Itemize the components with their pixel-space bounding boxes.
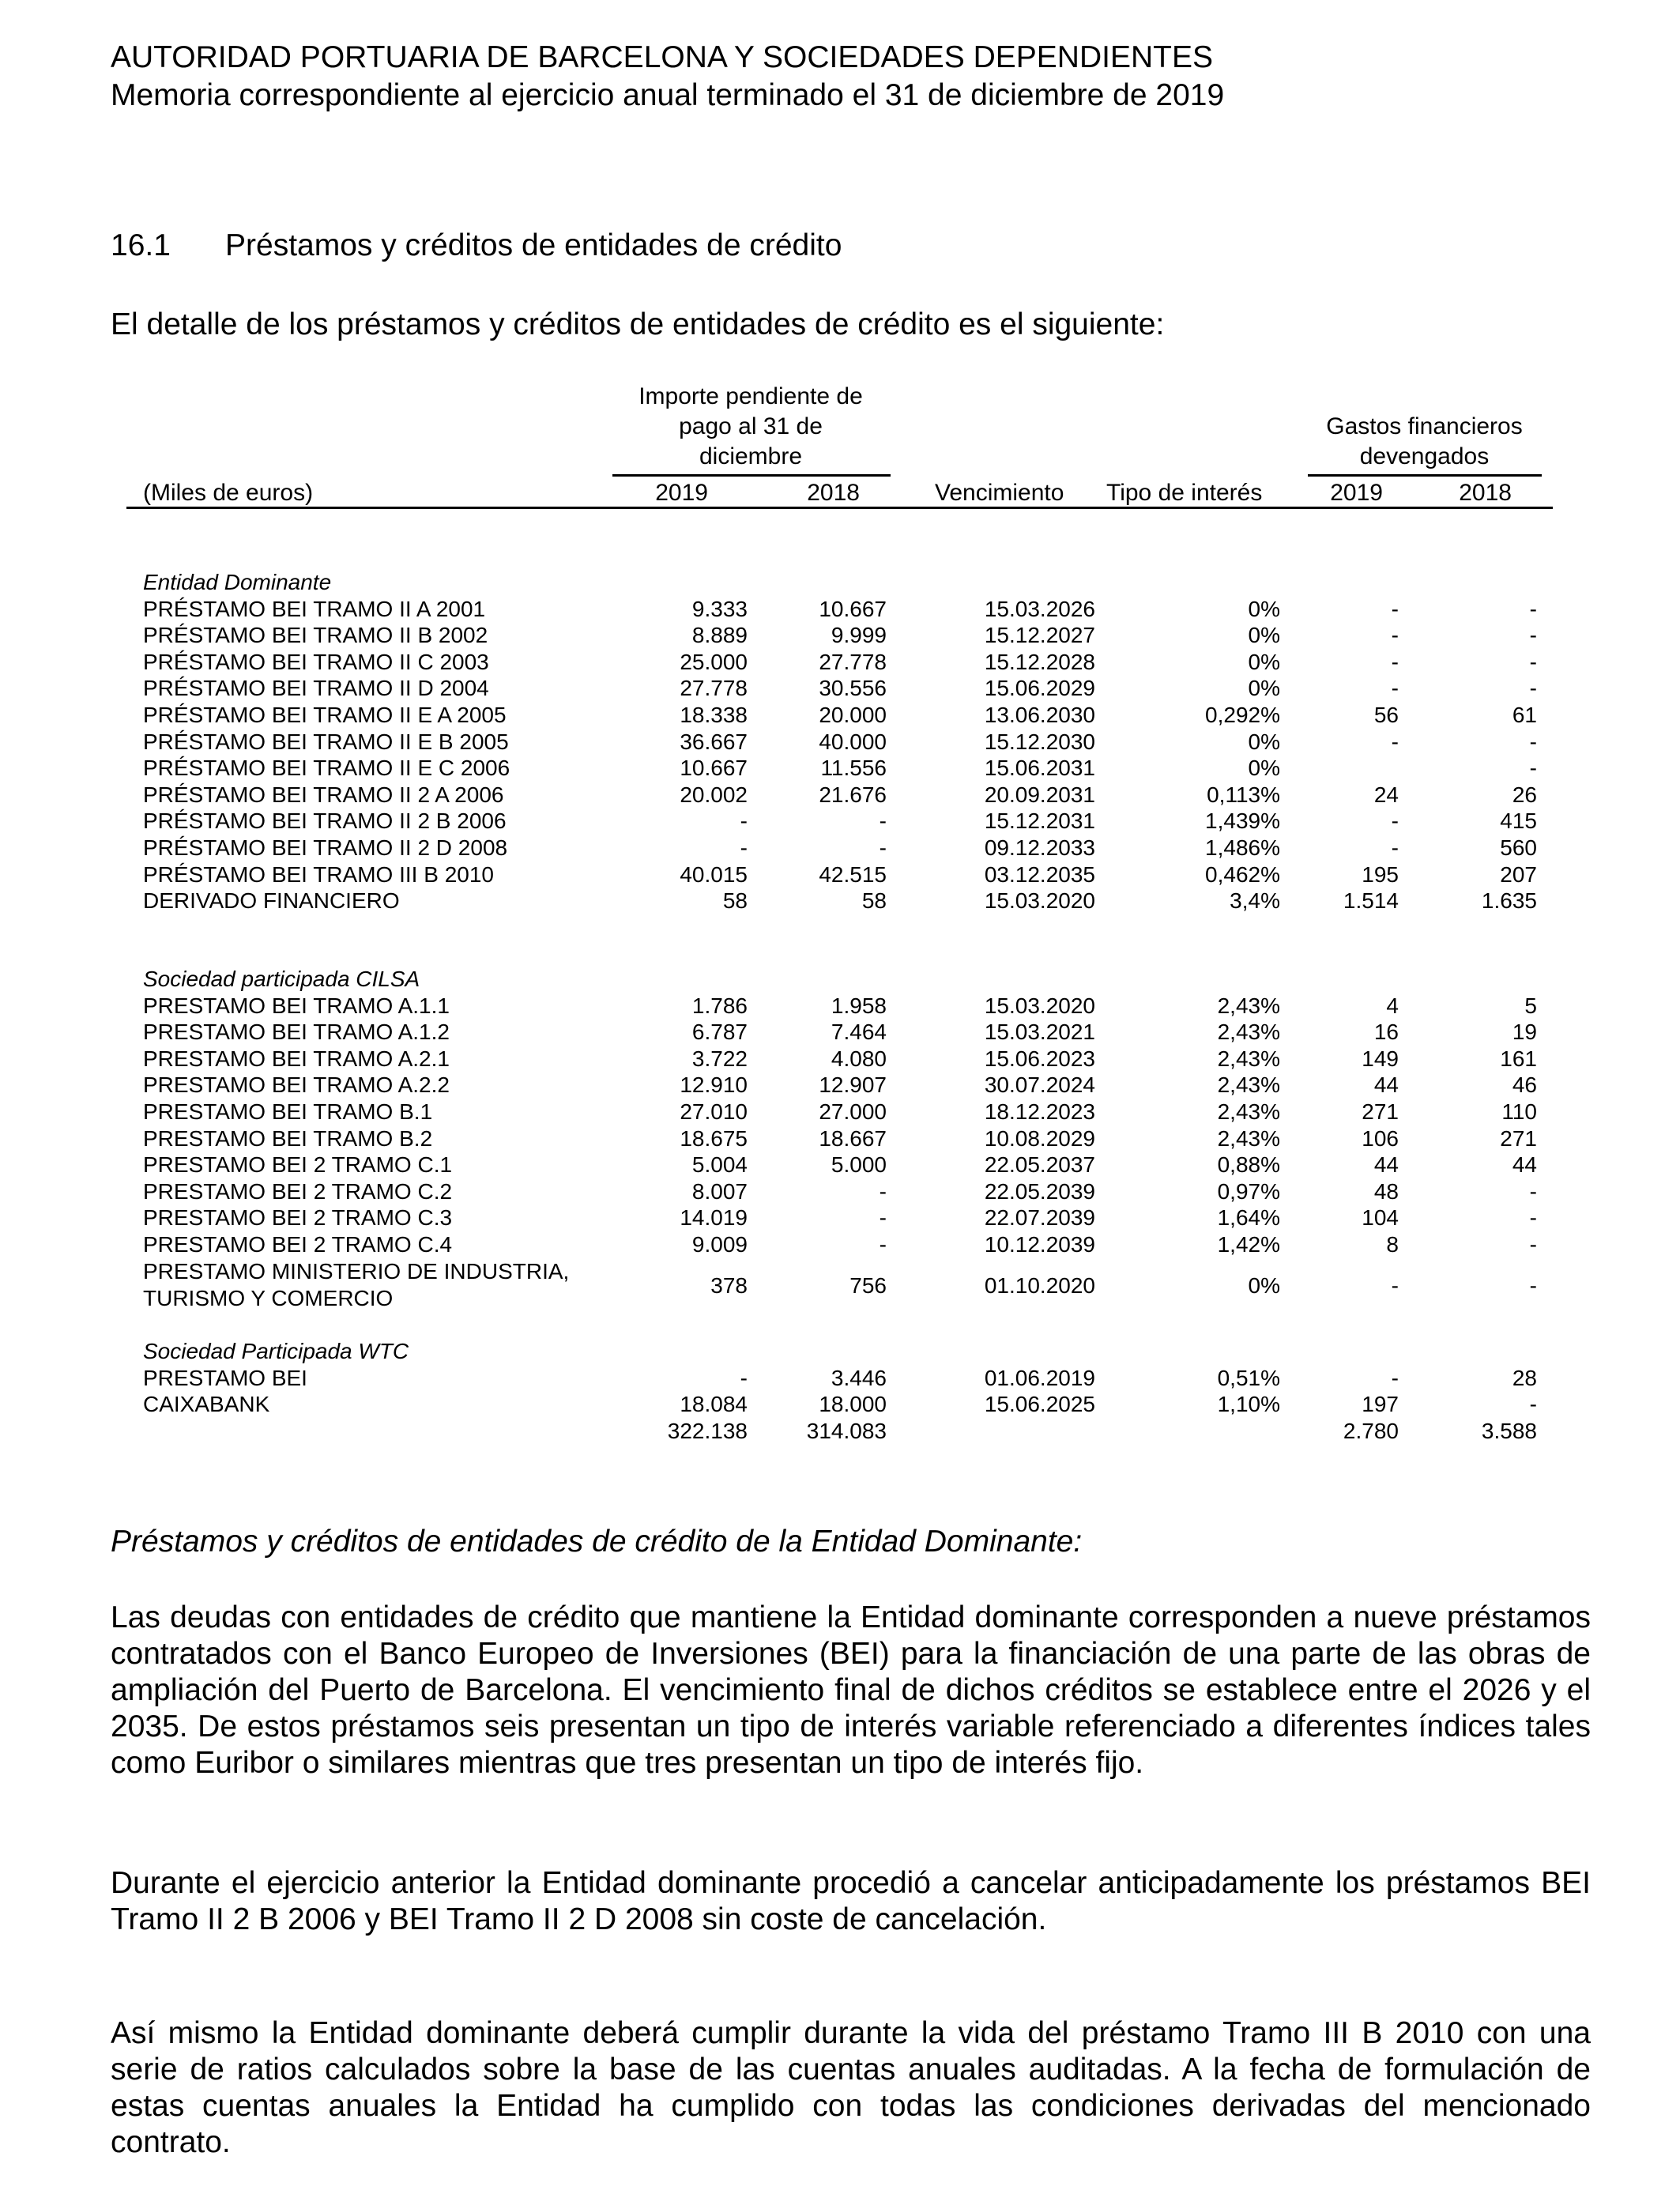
- gastos-2018: 271: [1500, 1125, 1537, 1151]
- importe-2018: 40.000: [819, 729, 887, 754]
- table-row: [0, 649, 1680, 676]
- header-gastos-line-1: Gastos financieros: [1326, 413, 1523, 439]
- table-row: [0, 993, 1680, 1020]
- importe-2019: 40.015: [680, 861, 748, 887]
- importe-2018: 756: [849, 1272, 887, 1298]
- table-row: [0, 1231, 1680, 1258]
- gastos-2019: 149: [1362, 1046, 1399, 1071]
- table-row: [0, 702, 1680, 729]
- tipo-interes: 0%: [1248, 649, 1280, 674]
- table-row: [0, 1204, 1680, 1231]
- tipo-interes: 0,51%: [1217, 1365, 1280, 1390]
- gastos-2019: 24: [1373, 782, 1399, 807]
- gastos-2019: 44: [1373, 1152, 1399, 1178]
- tipo-interes: 2,43%: [1217, 1125, 1280, 1151]
- importe-2018: 12.907: [819, 1072, 887, 1098]
- table-row: [0, 1365, 1680, 1392]
- loan-name: PRÉSTAMO BEI TRAMO II 2 A 2006: [143, 782, 504, 807]
- gastos-2019: -: [1391, 649, 1399, 674]
- vencimiento: 15.12.2030: [984, 729, 1095, 754]
- vencimiento: 15.03.2020: [984, 888, 1095, 914]
- table-row: [0, 1019, 1680, 1046]
- gastos-2018: 5: [1524, 993, 1537, 1018]
- gastos-2018: -: [1529, 676, 1537, 701]
- section-intro: El detalle de los préstamos y créditos de entidades de crédito es el siguiente:: [111, 307, 1165, 341]
- table-row: [0, 1178, 1680, 1205]
- importe-2018: 1.958: [831, 993, 887, 1018]
- vencimiento: 15.03.2020: [984, 993, 1095, 1018]
- gastos-2019: 106: [1362, 1125, 1399, 1151]
- table-row: [0, 622, 1680, 649]
- table-row: [0, 808, 1680, 835]
- table-row: [0, 1072, 1680, 1099]
- gastos-2018: -: [1529, 596, 1537, 621]
- loan-name: PRESTAMO BEI 2 TRAMO C.4: [143, 1232, 453, 1257]
- importe-2018: -: [879, 1232, 887, 1257]
- gastos-2018: -: [1529, 649, 1537, 674]
- tipo-interes: 0,462%: [1205, 861, 1280, 887]
- column-header-vencimiento: Vencimiento: [935, 480, 1064, 506]
- tipo-interes: 2,43%: [1217, 1020, 1280, 1045]
- vencimiento: 20.09.2031: [984, 782, 1095, 807]
- gastos-2019: -: [1391, 596, 1399, 621]
- importe-2018: 42.515: [819, 861, 887, 887]
- gastos-2018: -: [1529, 1205, 1537, 1231]
- loan-name: PRÉSTAMO BEI TRAMO II E C 2006: [143, 756, 510, 781]
- importe-2019: 8.007: [691, 1178, 748, 1204]
- gastos-2019: 195: [1362, 861, 1399, 887]
- importe-2018: 11.556: [820, 756, 887, 781]
- vencimiento: 01.06.2019: [984, 1365, 1095, 1390]
- gastos-2019: 1.514: [1343, 888, 1399, 914]
- tipo-interes: 0%: [1248, 1272, 1280, 1298]
- vencimiento: 15.12.2028: [984, 649, 1095, 674]
- importe-2019: -: [740, 1365, 748, 1390]
- importe-2018: 5.000: [831, 1152, 887, 1178]
- loan-name: PRESTAMO BEI 2 TRAMO C.3: [143, 1205, 453, 1231]
- gastos-2019: -: [1391, 623, 1399, 648]
- importe-2019: 9.333: [691, 596, 748, 621]
- loan-name: PRESTAMO BEI TRAMO B.1: [143, 1099, 433, 1124]
- importe-2018: 10.667: [819, 596, 887, 621]
- column-header-gastos-2019: 2019: [1330, 480, 1383, 506]
- loan-name: PRESTAMO MINISTERIO DE INDUSTRIA, TURISMO Y COMERCIO: [143, 1258, 570, 1310]
- table-row: [0, 675, 1680, 702]
- tipo-interes: 0%: [1248, 676, 1280, 701]
- loan-name: PRÉSTAMO BEI TRAMO II B 2002: [143, 623, 488, 648]
- gastos-2018: -: [1529, 756, 1537, 781]
- column-header-units: (Miles de euros): [143, 480, 314, 506]
- table-row: [0, 835, 1680, 861]
- loan-name: PRESTAMO BEI: [143, 1365, 307, 1390]
- vencimiento: 13.06.2030: [984, 703, 1095, 727]
- gastos-2018: 44: [1512, 1152, 1537, 1178]
- tipo-interes: 0%: [1248, 729, 1280, 754]
- tipo-interes: 1,64%: [1217, 1205, 1280, 1231]
- table-row: [0, 596, 1680, 623]
- table-row: [0, 729, 1680, 756]
- vencimiento: 22.05.2037: [984, 1152, 1095, 1178]
- loan-name: PRÉSTAMO BEI TRAMO II A 2001: [143, 596, 486, 621]
- vencimiento: 15.12.2031: [984, 809, 1095, 834]
- loan-name: PRÉSTAMO BEI TRAMO II 2 D 2008: [143, 835, 508, 860]
- importe-2019: 378: [710, 1272, 748, 1298]
- table-row: [0, 1125, 1680, 1152]
- vencimiento: 01.10.2020: [984, 1272, 1095, 1298]
- vencimiento: 15.06.2031: [984, 756, 1095, 781]
- gastos-2019: -: [1391, 1272, 1399, 1298]
- gastos-2018: 560: [1500, 835, 1537, 860]
- table-row: [0, 888, 1680, 914]
- total-importe-2018: 314.083: [806, 1419, 887, 1443]
- gastos-2018: 19: [1512, 1020, 1537, 1045]
- gastos-2019: -: [1391, 1365, 1399, 1390]
- vencimiento: 09.12.2033: [984, 835, 1095, 860]
- vencimiento: 30.07.2024: [984, 1072, 1095, 1098]
- header-gastos-underline: [1308, 474, 1542, 477]
- gastos-2019: 16: [1373, 1020, 1399, 1045]
- importe-2018: 9.999: [831, 623, 887, 648]
- importe-2018: -: [879, 1178, 887, 1204]
- importe-2018: 27.778: [819, 649, 887, 674]
- importe-2019: 58: [722, 888, 748, 914]
- importe-2019: 14.019: [680, 1205, 748, 1231]
- tipo-interes: 2,43%: [1217, 993, 1280, 1018]
- vencimiento: 10.08.2029: [984, 1125, 1095, 1151]
- importe-2019: 12.910: [680, 1072, 748, 1098]
- tipo-interes: 1,42%: [1217, 1232, 1280, 1257]
- total-gastos-2019: 2.780: [1343, 1419, 1399, 1443]
- group-wtc-title: Sociedad Participada WTC: [143, 1339, 409, 1363]
- loan-name: PRESTAMO BEI TRAMO B.2: [143, 1125, 433, 1151]
- gastos-2018: 1.635: [1481, 888, 1537, 914]
- gastos-2019: -: [1391, 809, 1399, 834]
- gastos-2018: 61: [1512, 703, 1537, 727]
- loan-name: PRÉSTAMO BEI TRAMO II D 2004: [143, 676, 489, 701]
- tipo-interes: 0%: [1248, 623, 1280, 648]
- gastos-2019: -: [1391, 835, 1399, 860]
- tipo-interes: 0,88%: [1217, 1152, 1280, 1178]
- table-row: [0, 782, 1680, 809]
- table-header-rule: [126, 507, 1553, 509]
- importe-2018: 18.667: [819, 1125, 887, 1151]
- tipo-interes: 0,97%: [1217, 1178, 1280, 1204]
- paragraph-cancelacion: Durante el ejercicio anterior la Entidad dominante procedió a cancelar anticipadamente los préstamos BEI Tramo II 2 B 2006 y BEI Tramo II 2 D 2008 sin coste de cancelación.: [111, 1866, 1591, 1936]
- total-importe-2019: 322.138: [667, 1419, 748, 1443]
- column-header-2019: 2019: [655, 480, 708, 506]
- gastos-2018: -: [1529, 623, 1537, 648]
- table-row: [0, 1152, 1680, 1178]
- gastos-2019: 197: [1362, 1392, 1399, 1417]
- section-number: 16.1: [111, 228, 171, 262]
- dominante-subtitle: Préstamos y créditos de entidades de crédito de la Entidad Dominante:: [111, 1525, 1083, 1559]
- gastos-2018: 46: [1512, 1072, 1537, 1098]
- gastos-2019: 8: [1386, 1232, 1399, 1257]
- gastos-2018: -: [1529, 1272, 1537, 1298]
- vencimiento: 18.12.2023: [984, 1099, 1095, 1124]
- report-header-subtitle: Memoria correspondiente al ejercicio anual terminado el 31 de diciembre de 2019: [111, 78, 1225, 112]
- group-entidad-dominante-title: Entidad Dominante: [143, 570, 332, 594]
- importe-2019: 9.009: [691, 1232, 748, 1257]
- importe-2019: 36.667: [680, 729, 748, 754]
- vencimiento: 22.05.2039: [984, 1178, 1095, 1204]
- gastos-2019: 4: [1386, 993, 1399, 1018]
- header-importe-line-2: pago al 31 de: [679, 413, 823, 439]
- importe-2018: 21.676: [819, 782, 887, 807]
- importe-2019: 8.889: [691, 623, 748, 648]
- vencimiento: 10.12.2039: [984, 1232, 1095, 1257]
- header-importe-underline: [612, 474, 891, 477]
- importe-2019: 3.722: [691, 1046, 748, 1071]
- column-header-2018: 2018: [807, 480, 860, 506]
- totals-row: [0, 1418, 1680, 1445]
- importe-2018: 18.000: [819, 1392, 887, 1417]
- loan-name: PRESTAMO BEI TRAMO A.1.2: [143, 1020, 450, 1045]
- tipo-interes: 2,43%: [1217, 1072, 1280, 1098]
- gastos-2019: 104: [1362, 1205, 1399, 1231]
- importe-2018: -: [879, 1205, 887, 1231]
- section-heading: [111, 228, 842, 264]
- importe-2019: 27.778: [680, 676, 748, 701]
- tipo-interes: 1,486%: [1205, 835, 1280, 860]
- loan-name: PRESTAMO BEI TRAMO A.2.1: [143, 1046, 450, 1071]
- tipo-interes: 0%: [1248, 756, 1280, 781]
- gastos-2018: -: [1529, 1392, 1537, 1417]
- importe-2018: 20.000: [819, 703, 887, 727]
- tipo-interes: 1,439%: [1205, 809, 1280, 834]
- tipo-interes: 0,113%: [1207, 782, 1280, 807]
- importe-2019: 6.787: [691, 1020, 748, 1045]
- gastos-2019: 44: [1373, 1072, 1399, 1098]
- importe-2019: 18.084: [680, 1392, 748, 1417]
- gastos-2019: 56: [1373, 703, 1399, 727]
- importe-2019: 18.675: [680, 1125, 748, 1151]
- importe-2019: 1.786: [691, 993, 748, 1018]
- header-gastos-line-2: devengados: [1359, 443, 1490, 469]
- table-row: [0, 755, 1680, 782]
- importe-2018: 58: [861, 888, 887, 914]
- header-importe-line-1: Importe pendiente de: [638, 383, 863, 409]
- vencimiento: 15.12.2027: [984, 623, 1095, 648]
- gastos-2018: 161: [1500, 1046, 1537, 1071]
- loan-name: PRESTAMO BEI TRAMO A.2.2: [143, 1072, 450, 1098]
- gastos-2018: 415: [1500, 809, 1537, 834]
- table-row: [0, 1258, 1680, 1314]
- loan-name: PRÉSTAMO BEI TRAMO II E B 2005: [143, 729, 509, 754]
- importe-2018: -: [879, 835, 887, 860]
- gastos-2018: 26: [1512, 782, 1537, 807]
- vencimiento: 15.06.2029: [984, 676, 1095, 701]
- loan-name: DERIVADO FINANCIERO: [143, 888, 400, 914]
- importe-2019: 18.338: [680, 703, 748, 727]
- vencimiento: 15.06.2023: [984, 1046, 1095, 1071]
- tipo-interes: 1,10%: [1217, 1392, 1280, 1417]
- vencimiento: 15.03.2021: [984, 1020, 1095, 1045]
- tipo-interes: 2,43%: [1217, 1046, 1280, 1071]
- vencimiento: 15.06.2025: [984, 1392, 1095, 1417]
- gastos-2018: 28: [1512, 1365, 1537, 1390]
- loan-name: PRESTAMO BEI 2 TRAMO C.2: [143, 1178, 453, 1204]
- loan-name: CAIXABANK: [143, 1392, 270, 1417]
- gastos-2019: 271: [1362, 1099, 1399, 1124]
- importe-2019: 10.667: [680, 756, 748, 781]
- gastos-2018: 110: [1501, 1099, 1537, 1124]
- importe-2019: 27.010: [680, 1099, 748, 1124]
- importe-2018: -: [879, 809, 887, 834]
- loan-name: PRÉSTAMO BEI TRAMO II E A 2005: [143, 703, 507, 727]
- gastos-2019: -: [1391, 676, 1399, 701]
- gastos-2018: -: [1529, 729, 1537, 754]
- importe-2019: 5.004: [691, 1152, 748, 1178]
- tipo-interes: 2,43%: [1217, 1099, 1280, 1124]
- importe-2018: 4.080: [831, 1046, 887, 1071]
- header-importe-line-3: diciembre: [699, 443, 803, 469]
- importe-2018: 7.464: [831, 1020, 887, 1045]
- table-row: [0, 1099, 1680, 1125]
- loan-name: PRÉSTAMO BEI TRAMO III B 2010: [143, 861, 494, 887]
- table-row: [0, 861, 1680, 888]
- report-header-entity: AUTORIDAD PORTUARIA DE BARCELONA Y SOCIEDADES DEPENDIENTES: [111, 40, 1213, 74]
- total-gastos-2018: 3.588: [1481, 1419, 1537, 1443]
- importe-2019: 20.002: [680, 782, 748, 807]
- importe-2019: 25.000: [680, 649, 748, 674]
- vencimiento: 22.07.2039: [984, 1205, 1095, 1231]
- importe-2018: 3.446: [831, 1365, 887, 1390]
- gastos-2018: -: [1529, 1232, 1537, 1257]
- loan-name: PRESTAMO BEI TRAMO A.1.1: [143, 993, 450, 1018]
- gastos-2019: -: [1391, 729, 1399, 754]
- tipo-interes: 3,4%: [1230, 888, 1280, 914]
- table-row: [0, 1391, 1680, 1418]
- gastos-2018: 207: [1500, 861, 1537, 887]
- loan-name: PRÉSTAMO BEI TRAMO II 2 B 2006: [143, 809, 507, 834]
- loan-name: PRESTAMO BEI 2 TRAMO C.1: [143, 1152, 453, 1178]
- section-title: Préstamos y créditos de entidades de crédito: [225, 228, 842, 262]
- importe-2019: -: [740, 809, 748, 834]
- vencimiento: 15.03.2026: [984, 596, 1095, 621]
- group-cilsa-title: Sociedad participada CILSA: [143, 967, 420, 991]
- vencimiento: 03.12.2035: [984, 861, 1095, 887]
- paragraph-ratios: Así mismo la Entidad dominante deberá cumplir durante la vida del préstamo Tramo III B 2010 con una serie de ratios calculados sobre la base de las cuentas anuales auditadas. A la fecha de formulación de estas cuentas anuales la Entidad ha cumplido con todas las condiciones derivadas del mencionado contrato.: [111, 2016, 1591, 2159]
- loan-name: PRÉSTAMO BEI TRAMO II C 2003: [143, 649, 489, 674]
- paragraph-deudas: Las deudas con entidades de crédito que mantiene la Entidad dominante corresponden a nueve préstamos contratados con el Banco Europeo de Inversiones (BEI) para la financiación de una parte de las obras de ampliación del Puerto de Barcelona. El vencimiento final de dichos créditos se establece entre el 2026 y el 2035. De estos préstamos seis presentan un tipo de interés variable referenciado a diferentes índices tales como Euribor o similares mientras que tres presentan un tipo de interés fijo.: [111, 1600, 1591, 1780]
- table-row: [0, 1046, 1680, 1072]
- gastos-2019: 48: [1373, 1178, 1399, 1204]
- importe-2019: -: [740, 835, 748, 860]
- importe-2018: 30.556: [819, 676, 887, 701]
- column-header-gastos-2018: 2018: [1459, 480, 1512, 506]
- gastos-2018: -: [1529, 1178, 1537, 1204]
- column-header-tipo-interes: Tipo de interés: [1106, 480, 1263, 506]
- tipo-interes: 0%: [1248, 596, 1280, 621]
- importe-2018: 27.000: [819, 1099, 887, 1124]
- tipo-interes: 0,292%: [1205, 703, 1280, 727]
